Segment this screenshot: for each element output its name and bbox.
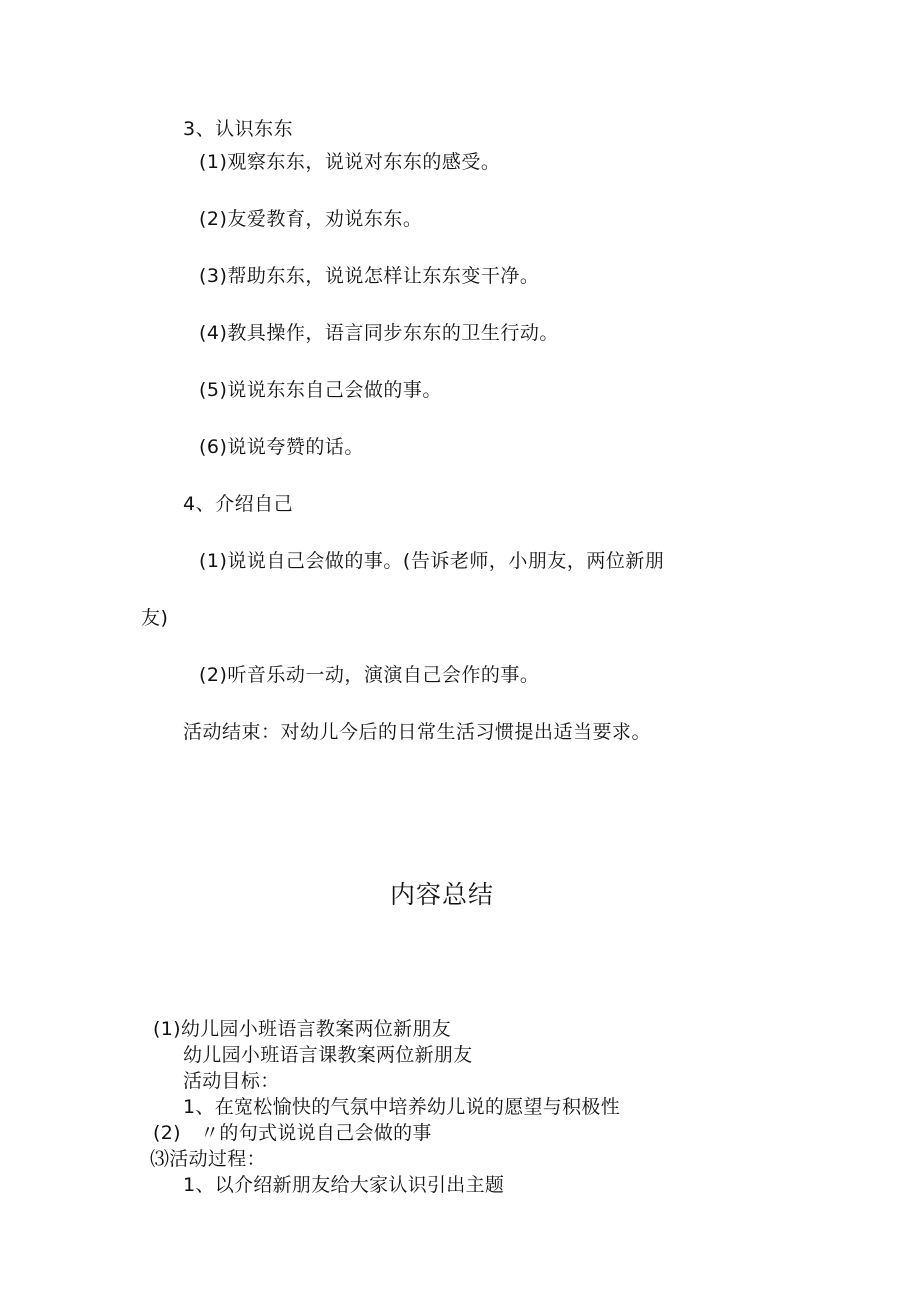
section-3-title: 3、认识东东 — [183, 118, 294, 140]
summary-line-4: 1、在宽松愉快的气氛中培养幼儿说的愿望与积极性 — [183, 1096, 620, 1118]
section-4-item-2: (2)听音乐动一动，演演自己会作的事。 — [199, 664, 540, 686]
summary-heading: 内容总结 — [390, 880, 495, 909]
section-3-item-3: (3)帮助东东，说说怎样让东东变干净。 — [199, 265, 540, 287]
summary-line-3: 活动目标： — [183, 1070, 280, 1092]
activity-ending: 活动结束：对幼儿今后的日常生活习惯提出适当要求。 — [183, 721, 652, 743]
section-3-item-4: (4)教具操作，语言同步东东的卫生行动。 — [199, 322, 559, 344]
section-4-item-1: (1)说说自己会做的事。(告诉老师，小朋友，两位新朋 — [199, 550, 665, 572]
section-3-item-1: (1)观察东东，说说对东东的感受。 — [199, 151, 501, 173]
summary-line-1: (1)幼儿园小班语言教案两位新朋友 — [153, 1018, 452, 1040]
section-3-item-2: (2)友爱教育，劝说东东。 — [199, 208, 423, 230]
section-3-item-5: (5)说说东东自己会做的事。 — [199, 379, 442, 401]
summary-line-7: 1、以介绍新朋友给大家认识引出主题 — [183, 1174, 505, 1196]
section-4-title: 4、介绍自己 — [183, 493, 294, 515]
summary-line-2: 幼儿园小班语言课教案两位新朋友 — [183, 1044, 473, 1066]
section-4-item-1-continued: 友) — [141, 607, 169, 629]
summary-line-6: ⑶活动过程： — [150, 1148, 266, 1170]
section-3-item-6: (6)说说夸赞的话。 — [199, 436, 364, 458]
summary-line-5: (2) 〃的句式说说自己会做的事 — [153, 1122, 432, 1144]
